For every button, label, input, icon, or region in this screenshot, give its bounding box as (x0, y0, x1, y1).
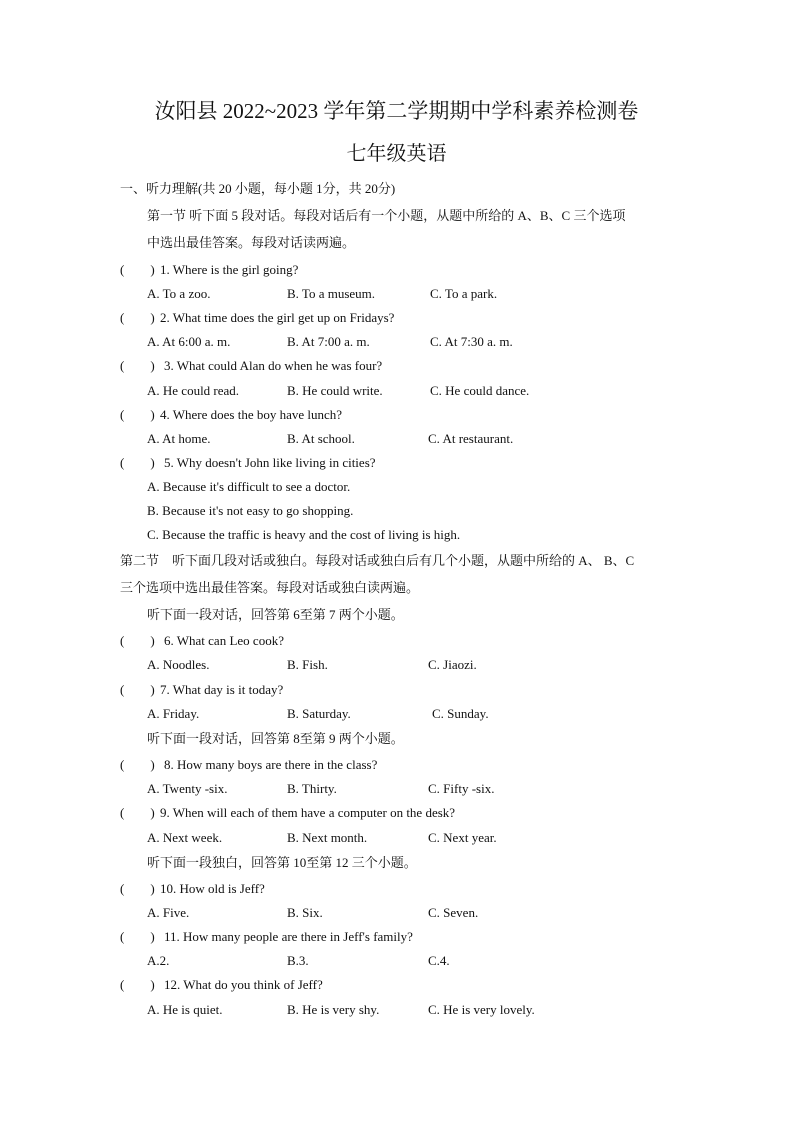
exam-subtitle: 七年级英语 (346, 143, 447, 165)
answer-blank: ( ) (120, 929, 155, 944)
part1-heading: 一、听力理解(共 20 小题，每小题 1分，共 20分) (120, 181, 396, 196)
option-b: B. Six. (287, 905, 323, 920)
option-a: A. He could read. (147, 383, 240, 398)
option-c: C. Next year. (428, 830, 497, 845)
section2-instruction-cont: 三个选项中选出最佳答案。每段对话或独白读两遍。 (120, 580, 420, 595)
listening-instruction: 听下面一段独白，回答第 10至第 12 三个小题。 (147, 855, 417, 870)
option-c: C. At 7:30 a. m. (430, 334, 513, 349)
option-c: C. He could dance. (430, 383, 530, 398)
section2-instruction: 第二节 听下面几段对话或独白。每段对话或独白后有几个小题，从题中所给的 A、 B、C (120, 553, 635, 568)
option-c: C. Jiaozi. (428, 657, 477, 672)
answer-blank: ( ) (120, 682, 155, 697)
question-stem: 9. When will each of them have a computer on the desk? (160, 805, 456, 820)
option-b: B. Saturday. (287, 706, 351, 721)
answer-blank: ( ) (120, 881, 155, 896)
option-c: C. Fifty -six. (428, 781, 495, 796)
answer-blank: ( ) (120, 633, 155, 648)
question-stem: 1. Where is the girl going? (160, 262, 299, 277)
option-c: C. He is very lovely. (428, 1002, 535, 1017)
option-c: C. At restaurant. (428, 431, 514, 446)
section1-instruction-cont: 中选出最佳答案。每段对话读两遍。 (147, 235, 356, 250)
option-b: B. At 7:00 a. m. (287, 334, 370, 349)
option-b: B. He could write. (287, 383, 383, 398)
option-a: A. To a zoo. (147, 286, 211, 301)
answer-blank: ( ) (120, 310, 155, 325)
answer-blank: ( ) (120, 757, 155, 772)
answer-blank: ( ) (120, 262, 155, 277)
option-a: A. He is quiet. (147, 1002, 223, 1017)
option-a: A. At 6:00 a. m. (147, 334, 231, 349)
listening-instruction: 听下面一段对话，回答第 6至第 7 两个小题。 (147, 607, 404, 622)
question-stem: 2. What time does the girl get up on Fridays? (160, 310, 395, 325)
answer-blank: ( ) (120, 977, 155, 992)
option-a: A. Noodles. (147, 657, 210, 672)
option-b: B.3. (287, 953, 309, 968)
option-a: A.2. (147, 953, 170, 968)
question-stem: 3. What could Alan do when he was four? (164, 358, 383, 373)
question-stem: 11. How many people are there in Jeff's family? (164, 929, 413, 944)
option-b: B. Because it's not easy to go shopping. (147, 503, 354, 518)
answer-blank: ( ) (120, 358, 155, 373)
section1-instruction: 第一节 听下面 5 段对话。每段对话后有一个小题，从题中所给的 A、B、C 三个选项 (147, 208, 626, 223)
question-stem: 8. How many boys are there in the class? (164, 757, 378, 772)
option-a: A. Next week. (147, 830, 223, 845)
option-c: C. Sunday. (432, 706, 489, 721)
option-b: B. At school. (287, 431, 355, 446)
option-c: C. Because the traffic is heavy and the cost of living is high. (147, 527, 461, 542)
listening-instruction: 听下面一段对话，回答第 8至第 9 两个小题。 (147, 731, 404, 746)
question-stem: 4. Where does the boy have lunch? (160, 407, 343, 422)
option-a: A. Because it's difficult to see a doctor. (147, 479, 351, 494)
answer-blank: ( ) (120, 455, 155, 470)
question-stem: 6. What can Leo cook? (164, 633, 284, 648)
option-c: C. To a park. (430, 286, 498, 301)
option-a: A. Twenty -six. (147, 781, 228, 796)
option-c: C. Seven. (428, 905, 479, 920)
option-b: B. Fish. (287, 657, 328, 672)
question-stem: 10. How old is Jeff? (160, 881, 265, 896)
question-stem: 12. What do you think of Jeff? (164, 977, 323, 992)
option-a: A. Friday. (147, 706, 200, 721)
option-b: B. Next month. (287, 830, 368, 845)
option-b: B. He is very shy. (287, 1002, 380, 1017)
exam-title: 汝阳县 2022~2023 学年第二学期期中学科素养检测卷 (154, 99, 639, 123)
option-a: A. At home. (147, 431, 211, 446)
option-c: C.4. (428, 953, 450, 968)
option-b: B. Thirty. (287, 781, 337, 796)
option-b: B. To a museum. (287, 286, 376, 301)
answer-blank: ( ) (120, 407, 155, 422)
answer-blank: ( ) (120, 805, 155, 820)
question-stem: 5. Why doesn't John like living in cities? (164, 455, 376, 470)
question-stem: 7. What day is it today? (160, 682, 284, 697)
option-a: A. Five. (147, 905, 190, 920)
